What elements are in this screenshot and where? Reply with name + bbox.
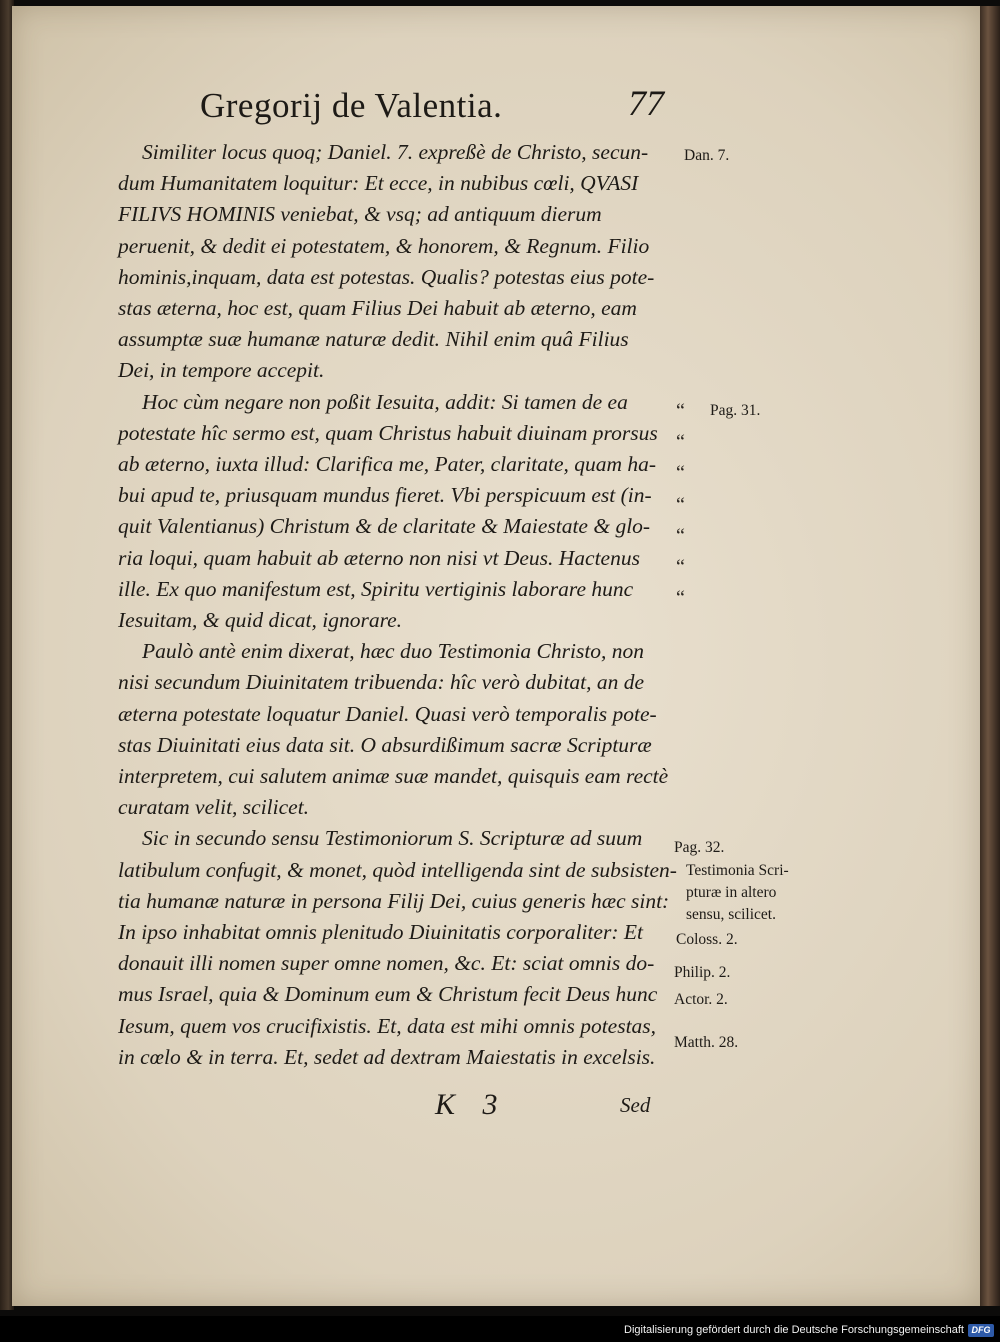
text-line: FILIVS HOMINIS veniebat, & vsq; ad antiquum dierum	[118, 202, 602, 227]
running-head: Gregorij de Valentia.	[200, 86, 503, 125]
marginal-note: pturæ in altero	[686, 884, 777, 901]
text-line: ab æterno, iuxta illud: Clarifica me, Pater, claritate, quam ha-	[118, 452, 657, 477]
text-line: Similiter locus quoq; Daniel. 7. expreßè de Christo, secun-	[142, 140, 649, 164]
footer-bar	[0, 1316, 1000, 1342]
marginal-note: Testimonia Scri-	[686, 862, 789, 879]
quote-mark: “	[676, 556, 685, 579]
quote-mark: “	[676, 400, 685, 422]
text-line: Iesum, quem vos crucifixistis. Et, data est mihi omnis potestas,	[118, 1013, 657, 1038]
marginal-note: Pag. 31.	[710, 402, 761, 419]
quote-mark: “	[676, 524, 685, 547]
text-line: potestate hîc sermo est, quam Christus habuit diuinam prorsus	[118, 420, 658, 445]
quotation-marks	[676, 396, 696, 614]
quote-mark: “	[676, 431, 685, 454]
text-line: Dei, in tempore accepit.	[118, 358, 325, 383]
quote-mark: “	[676, 587, 685, 610]
signature-mark: K 3	[435, 1088, 508, 1121]
text-line: ria loqui, quam habuit ab æterno non nisi vt Deus. Hactenus	[118, 545, 640, 570]
page-edge	[980, 6, 1000, 1306]
text-line: peruenit, & dedit ei potestatem, & honorem, & Regnum. Filio	[118, 233, 650, 258]
text-line: hominis,inquam, data est potestas. Qualis? potestas eius pote-	[118, 264, 655, 289]
paragraph	[118, 636, 678, 823]
marginal-note: Coloss. 2.	[676, 931, 738, 948]
text-line: bui apud te, priusquam mundus fieret. Vbi perspicuum est (in-	[118, 483, 652, 508]
text-line: latibulum confugit, & monet, quòd intelligenda sint de subsisten-	[118, 857, 677, 882]
funding-credit: Digitalisierung gefördert durch die Deutsche Forschungsgemeinschaft	[624, 1324, 964, 1336]
text-line: donauit illi nomen super omne nomen, &c. Et: sciat omnis do-	[118, 951, 655, 976]
text-line: curatam velit, scilicet.	[118, 795, 310, 820]
text-line: quit Valentianus) Christum & de claritate & Maiestate & glo-	[118, 514, 651, 539]
text-line: assumptæ suæ humanæ naturæ dedit. Nihil enim quâ Filius	[118, 327, 629, 352]
paragraph	[118, 137, 678, 387]
marginal-note: Dan. 7.	[684, 147, 730, 164]
text-line: tia humanæ naturæ in persona Filij Dei, cuius generis hæc sint:	[118, 888, 670, 913]
marginal-note: sensu, scilicet.	[686, 906, 776, 923]
text-line: nisi secundum Diuinitatem tribuenda: hîc verò dubitat, an de	[118, 670, 645, 695]
text-line: Hoc cùm negare non poßit Iesuita, addit: Si tamen de ea	[142, 389, 628, 414]
marginal-note: Pag. 32.	[674, 839, 725, 856]
page-number: 77	[628, 83, 664, 123]
text-line: stas æterna, hoc est, quam Filius Dei habuit ab æterno, eam	[118, 296, 637, 321]
marginal-note: Matth. 28.	[674, 1034, 739, 1051]
quote-mark: “	[676, 462, 685, 485]
text-line: In ipso inhabitat omnis plenitudo Diuinitatis corporaliter: Et	[118, 920, 643, 945]
text-line: stas Diuinitati eius data sit. O absurdißimum sacræ Scripturæ	[118, 732, 652, 757]
dfg-logo-icon: DFG	[968, 1324, 994, 1337]
text-line: Sic in secundo sensu Testimoniorum S. Scripturæ ad suum	[142, 826, 643, 851]
paragraph	[118, 387, 678, 637]
quote-mark: “	[676, 493, 685, 516]
main-text	[118, 137, 678, 1073]
text-line: æterna potestate loquatur Daniel. Quasi verò temporalis pote-	[118, 701, 657, 726]
paragraph	[118, 823, 678, 1073]
text-line: mus Israel, quia & Dominum eum & Christum fecit Deus hunc	[118, 982, 658, 1007]
marginal-note: Philip. 2.	[674, 964, 731, 981]
text-line: dum Humanitatem loquitur: Et ecce, in nubibus cœli, QVASI	[118, 171, 639, 196]
marginal-note: Actor. 2.	[674, 991, 728, 1008]
text-line: Iesuitam, & quid dicat, ignorare.	[118, 608, 403, 633]
catchword: Sed	[620, 1093, 651, 1117]
text-line: ille. Ex quo manifestum est, Spiritu vertiginis laborare hunc	[118, 576, 634, 601]
text-line: Paulò antè enim dixerat, hæc duo Testimonia Christo, non	[142, 639, 645, 664]
text-line: interpretem, cui salutem animæ suæ mandet, quisquis eam rectè	[118, 764, 669, 789]
text-line: in cœlo & in terra. Et, sedet ad dextram Maiestatis in excelsis.	[118, 1044, 656, 1069]
